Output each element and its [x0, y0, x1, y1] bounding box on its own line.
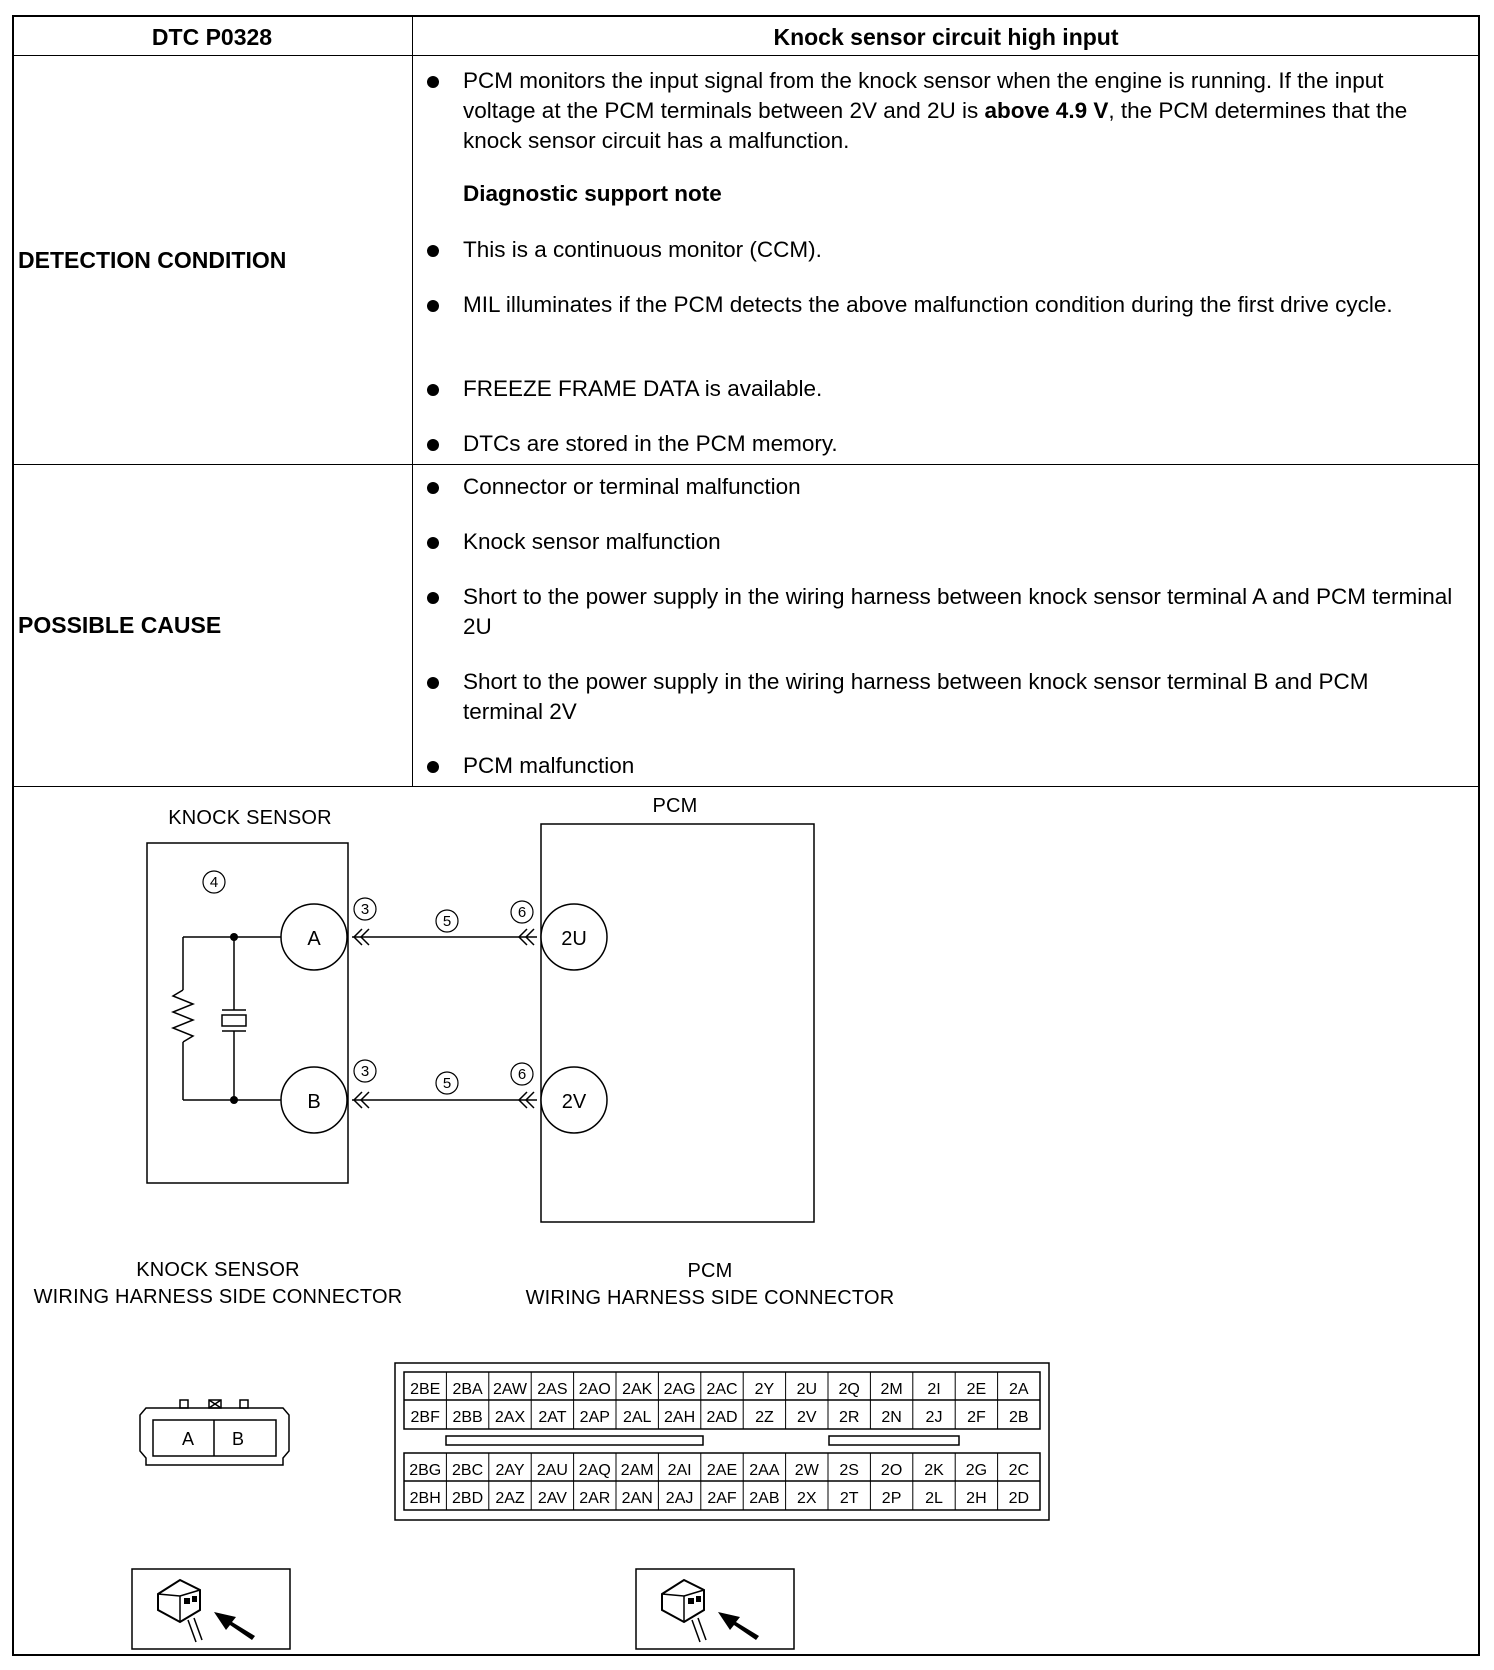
pcm-caption-line: WIRING HARNESS SIDE CONNECTOR [525, 1287, 895, 1309]
pcm-pin-2z: 2Z [755, 1409, 774, 1426]
terminal-b-label: B [307, 1091, 321, 1113]
pcm-pin-2ba: 2BA [452, 1381, 483, 1398]
pcm-pin-2aq: 2AQ [578, 1462, 611, 1479]
callout-5: 5 [442, 913, 452, 930]
pcm-pin-2s: 2S [839, 1462, 859, 1479]
terminal-a-label: A [307, 928, 321, 950]
pcm-pin-2d: 2D [1008, 1490, 1030, 1507]
callout-3: 3 [360, 1063, 370, 1080]
ks-view-direction-icon [132, 1569, 290, 1649]
pcm-pin-2k: 2K [924, 1462, 944, 1479]
detection-item-text: DTCs are stored in the PCM memory. [463, 431, 838, 456]
knock-sensor-connector [140, 1400, 289, 1465]
sensor-internal-circuit [173, 937, 282, 1100]
detection-item-text: This is a continuous monitor (CCM). [463, 237, 822, 262]
pcm-pin-2az: 2AZ [495, 1490, 525, 1507]
pcm-connector-caption [500, 1258, 920, 1312]
junction-dot [230, 933, 238, 941]
pcm-pin-2m: 2M [880, 1381, 903, 1398]
ks-caption-line: KNOCK SENSOR [136, 1259, 300, 1281]
pcm-pin-2ak: 2AK [622, 1381, 653, 1398]
pcm-pin-2b: 2B [1009, 1409, 1029, 1426]
knock-sensor-title: KNOCK SENSOR [168, 807, 332, 829]
callout-6: 6 [517, 1066, 527, 1083]
pcm-title: PCM [652, 795, 698, 817]
pcm-pin-2ao: 2AO [578, 1381, 611, 1398]
pcm-pin-2o: 2O [880, 1462, 903, 1479]
pcm-pin-2c: 2C [1008, 1462, 1030, 1479]
pcm-pin-2au: 2AU [536, 1462, 568, 1479]
intro-threshold: above 4.9 V [984, 98, 1109, 123]
pcm-pin-2q: 2Q [838, 1381, 860, 1398]
pcm-pin-2bb: 2BB [452, 1409, 483, 1426]
pcm-pin-2al: 2AL [622, 1409, 652, 1426]
pcm-pin-2y: 2Y [754, 1381, 775, 1398]
pcm-box [541, 824, 814, 1222]
possible-cause-label: POSSIBLE CAUSE [18, 612, 222, 638]
terminal-2v-label: 2V [561, 1091, 587, 1113]
pcm-pin-2l: 2L [925, 1490, 943, 1507]
dtc-title: Knock sensor circuit high input [773, 24, 1119, 50]
pcm-pin-2j: 2J [925, 1409, 943, 1426]
pcm-pin-2ah: 2AH [664, 1409, 696, 1426]
callout-6: 6 [517, 904, 527, 921]
callout-5: 5 [442, 1075, 452, 1092]
pcm-view-direction-icon [636, 1569, 794, 1649]
pcm-pin-2ar: 2AR [579, 1490, 611, 1507]
pcm-caption-line: PCM [687, 1260, 733, 1282]
pcm-pin-2h: 2H [966, 1490, 987, 1507]
detection-item-text: FREEZE FRAME DATA is available. [463, 376, 823, 401]
intro-text-post: , the PCM determines that the knock sensor circuit has a malfunction. [463, 98, 1408, 153]
pcm-pin-2at: 2AT [538, 1409, 567, 1426]
pcm-pin-2f: 2F [967, 1409, 986, 1426]
cause-item-text: Knock sensor malfunction [463, 529, 721, 554]
cause-item-text: Short to the power supply in the wiring harness between knock sensor terminal A and PCM terminal 2U [463, 584, 1453, 639]
pcm-pin-2aj: 2AJ [665, 1490, 694, 1507]
pcm-pin-2bc: 2BC [452, 1462, 484, 1479]
pcm-pin-2r: 2R [838, 1409, 860, 1426]
diagnostic-support-note: Diagnostic support note [463, 181, 722, 206]
pcm-pin-2ad: 2AD [706, 1409, 738, 1426]
pcm-pin-2p: 2P [881, 1490, 902, 1507]
pcm-pin-2e: 2E [966, 1381, 987, 1398]
pcm-pin-2w: 2W [794, 1462, 819, 1479]
pcm-pin-2bh: 2BH [409, 1490, 441, 1507]
pcm-pin-2ae: 2AE [706, 1462, 738, 1479]
junction-dot [230, 1096, 238, 1104]
pcm-pin-2bg: 2BG [409, 1462, 442, 1479]
pcm-pin-2a: 2A [1009, 1381, 1029, 1398]
callout-4: 4 [209, 874, 219, 891]
pcm-pin-2ax: 2AX [494, 1409, 526, 1426]
ks-caption-line: WIRING HARNESS SIDE CONNECTOR [33, 1286, 403, 1308]
pcm-pin-2g: 2G [965, 1462, 988, 1479]
cause-item-text: PCM malfunction [463, 753, 635, 778]
pcm-pin-2ac: 2AC [706, 1381, 738, 1398]
pcm-pin-2u: 2U [796, 1381, 818, 1398]
pcm-pin-2bd: 2BD [452, 1490, 484, 1507]
cause-item-text: Connector or terminal malfunction [463, 474, 801, 499]
detection-item-text: MIL illuminates if the PCM detects the above malfunction condition during the first drive cycle. [463, 292, 1393, 317]
pcm-pin-2aw: 2AW [492, 1381, 528, 1398]
pcm-pin-2av: 2AV [537, 1490, 567, 1507]
ks-pin-a: A [181, 1429, 195, 1449]
pcm-pin-2af: 2AF [707, 1490, 737, 1507]
pcm-pin-2ag: 2AG [663, 1381, 696, 1398]
pcm-pin-2bf: 2BF [410, 1409, 440, 1426]
pcm-pin-2aa: 2AA [749, 1462, 780, 1479]
pcm-pin-2v: 2V [797, 1409, 817, 1426]
pcm-pin-2ai: 2AI [667, 1462, 692, 1479]
dtc-code: DTC P0328 [151, 24, 273, 50]
pcm-pin-2i: 2I [927, 1381, 941, 1398]
ks-connector-caption [12, 1257, 424, 1311]
pcm-pin-2ap: 2AP [579, 1409, 610, 1426]
pcm-pin-2n: 2N [881, 1409, 902, 1426]
pcm-pin-2be: 2BE [410, 1381, 441, 1398]
callout-3: 3 [360, 901, 370, 918]
intro-text-pre: PCM monitors the input signal from the knock sensor when the engine is running. If the input voltage at the PCM terminals between 2V and 2U is [463, 68, 1384, 123]
pcm-pin-2ab: 2AB [749, 1490, 780, 1507]
cause-item-text: Short to the power supply in the wiring harness between knock sensor terminal B and PCM terminal 2V [463, 669, 1369, 724]
detection-condition-label: DETECTION CONDITION [18, 247, 287, 273]
pcm-pin-2an: 2AN [621, 1490, 653, 1507]
pcm-pin-2as: 2AS [537, 1381, 568, 1398]
pcm-pin-2am: 2AM [620, 1462, 654, 1479]
pcm-pin-2ay: 2AY [495, 1462, 525, 1479]
terminal-2u-label: 2U [561, 928, 587, 950]
pcm-pin-2x: 2X [797, 1490, 817, 1507]
ks-pin-b: B [231, 1429, 245, 1449]
pcm-pin-2t: 2T [839, 1490, 859, 1507]
